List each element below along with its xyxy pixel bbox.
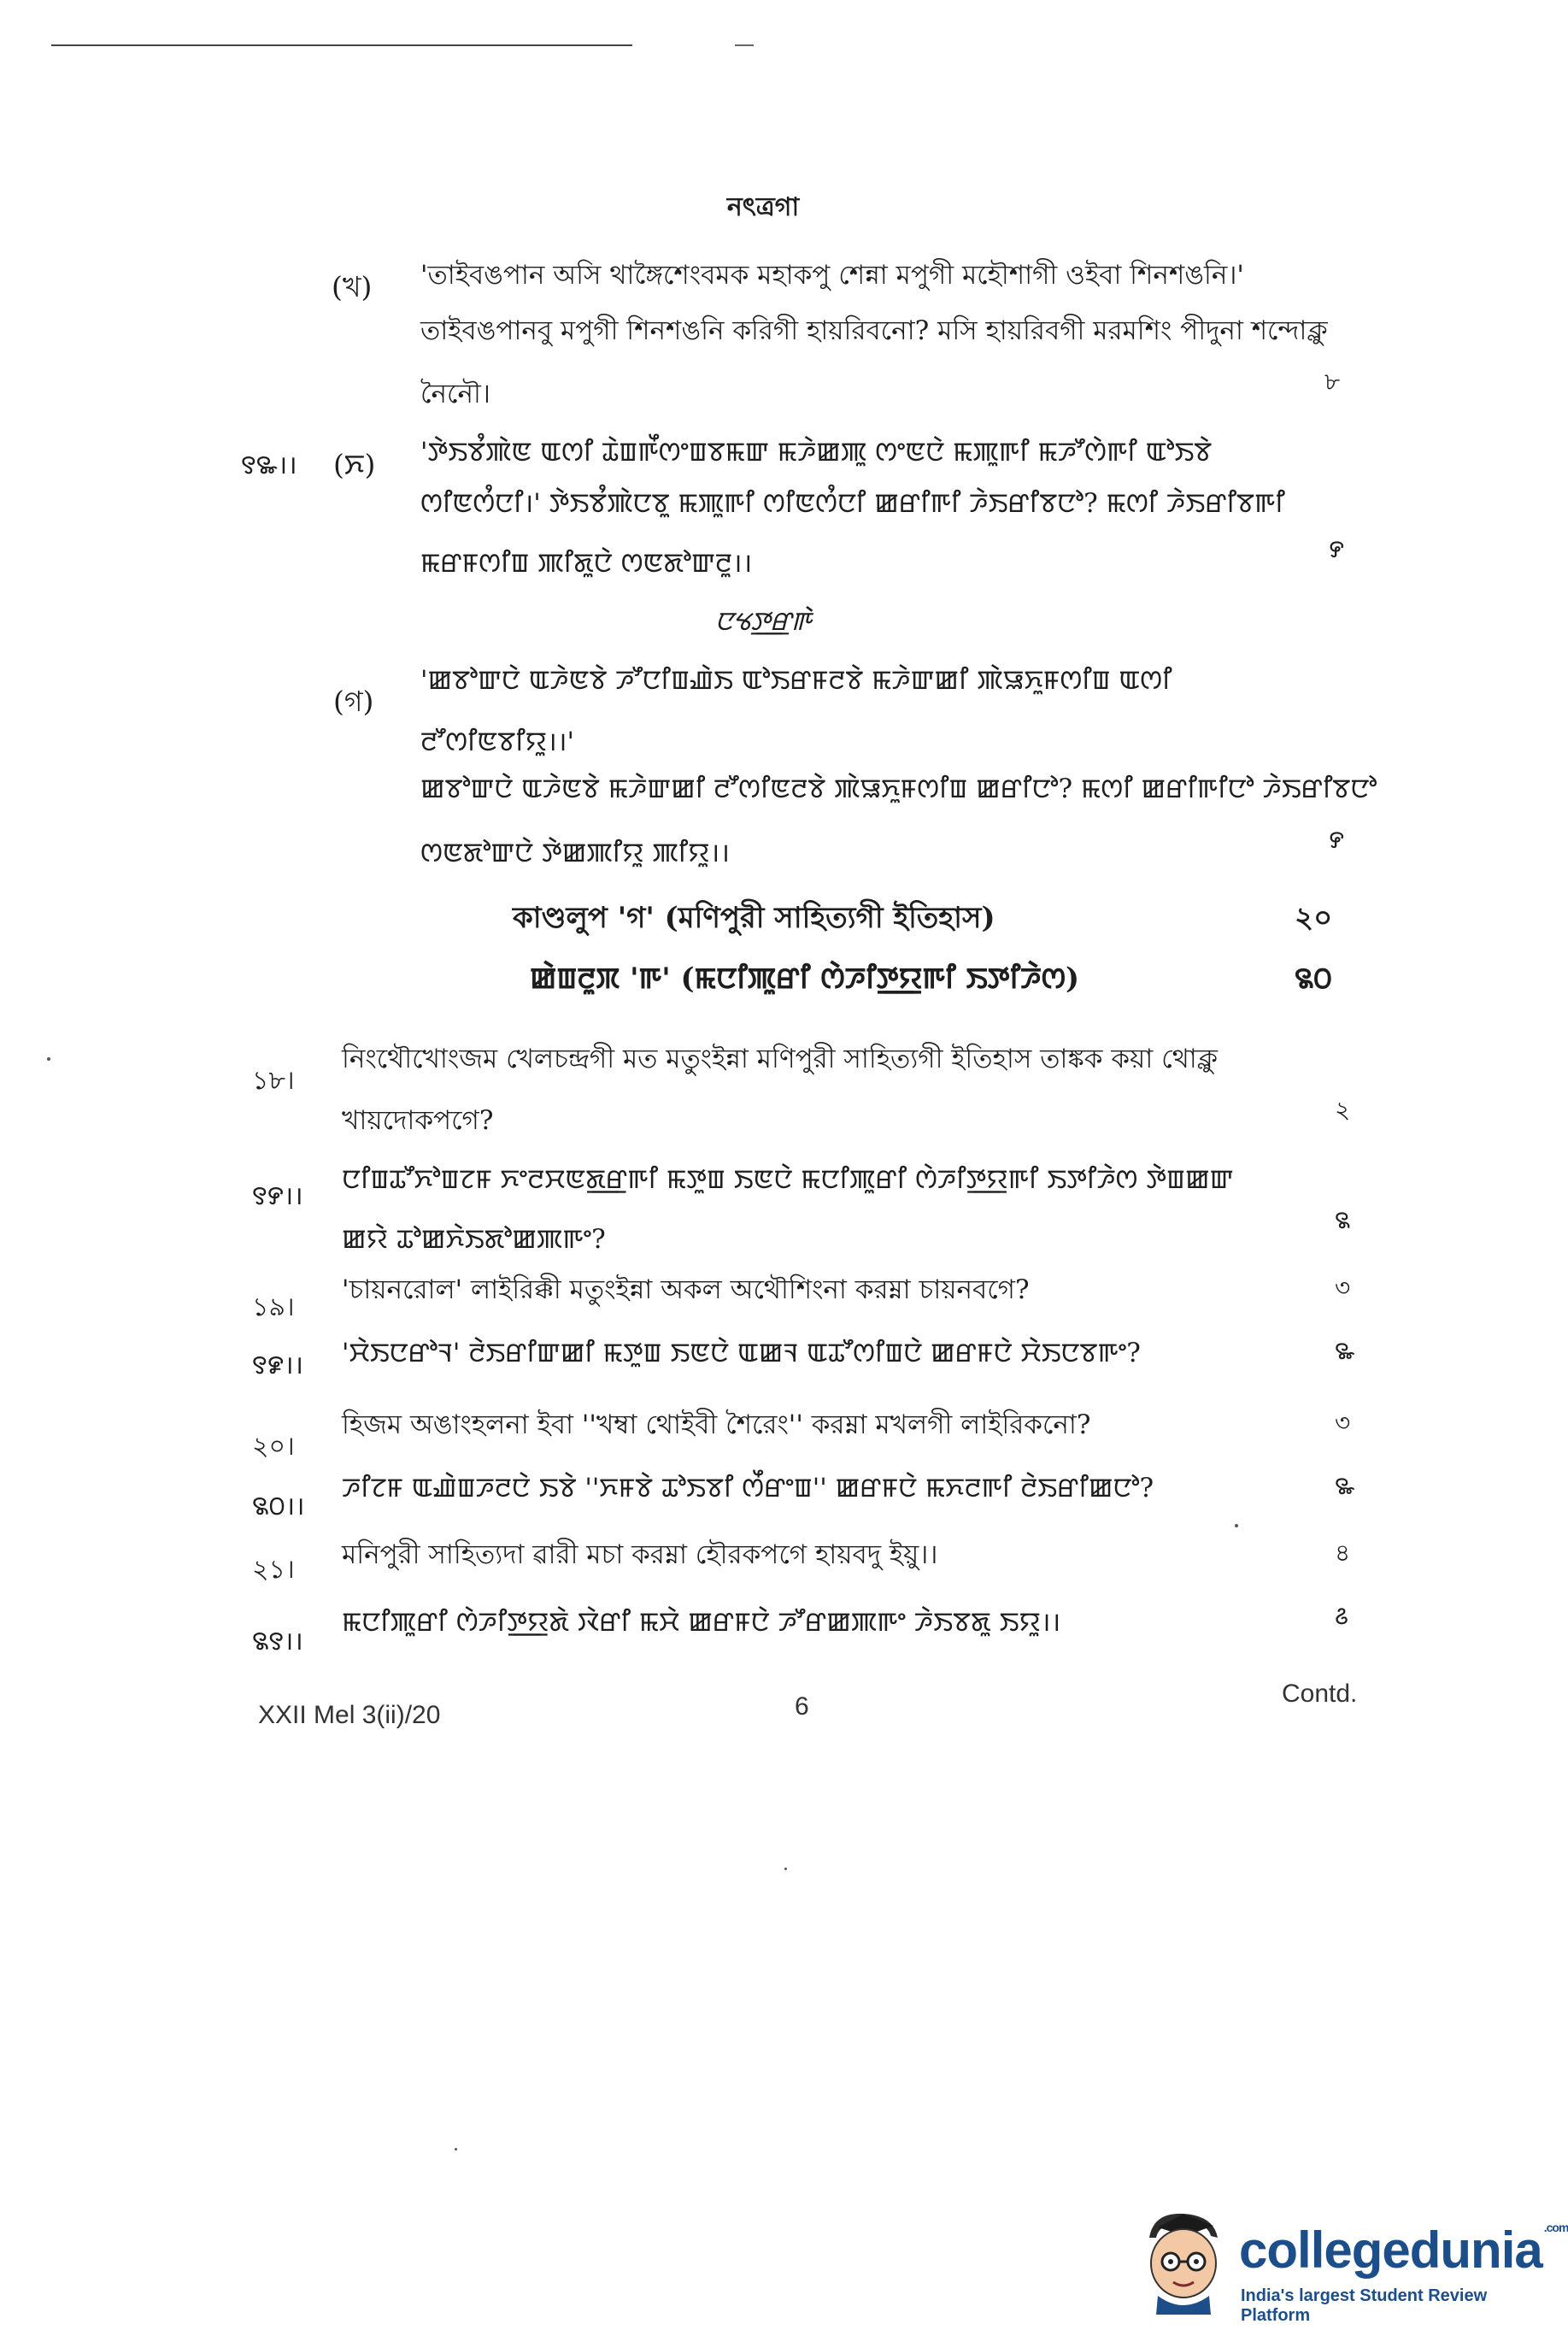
q18-line1: নিংথৌখোংজম খেলচন্দ্রগী মত মতুংইন্না মণিপুরী সাহিত্যগী ইতিহাস তাঙ্কক কয়া থোক্লু xyxy=(342,1044,1219,1074)
section-ga-title: কাণ্ডলুপ 'গ' (মণিপুরী সাহিত্যগী ইতিহাস) xyxy=(513,901,995,935)
q18-number: ১৮। xyxy=(252,1066,295,1096)
top-dash xyxy=(735,44,754,46)
top-rule xyxy=(51,44,632,46)
q21-line1: মনিপুরী সাহিত্যদা ৱারী মচা করম্না হৌরকপগে হায়বদু ইয়ু।। xyxy=(342,1539,938,1570)
q13-line3: ꯃꯔꯝꯁꯤꯡ ꯄꯤꯗꯨꯅꯥ ꯁꯟꯗꯣꯛꯂꯨ।। xyxy=(420,548,753,579)
q19-mm-line1: 'ꯆꯥꯏꯅꯔꯣꯜ' ꯂꯥꯏꯔꯤꯛꯀꯤ ꯃꯇꯨꯡ ꯏꯟꯅꯥ ꯑꯀꯜ ꯑꯊꯧꯁꯤꯡꯅꯥ ꯀꯔꯝꯅꯥ ꯆꯥꯏꯅꯕꯒꯦ? xyxy=(342,1338,1141,1368)
q13-label: (ꯈ) xyxy=(333,448,376,481)
q-kha-line2: তাইবঙপানবু মপুগী শিনশঙনি করিগী হায়রিবনো? মসি হায়রিবগী মরমশিং পীদুনা শন্দোক্লু xyxy=(420,315,1328,346)
q19-mm-marks: ꯳ xyxy=(1335,1337,1355,1365)
q21-number: ২১। xyxy=(252,1555,295,1585)
q13-number: ꯱꯳।। xyxy=(241,450,297,480)
mascot-icon xyxy=(1132,2203,1235,2315)
heading-bengali: নৎত্রগা xyxy=(726,192,800,222)
q-kha-marks: ৮ xyxy=(1324,368,1341,396)
q13-marks: ꯸ xyxy=(1329,535,1344,563)
q20-mm-marks: ꯳ xyxy=(1335,1472,1355,1500)
q18-mm-line2: ꯀꯌꯥ ꯊꯣꯀꯈꯥꯏꯗꯣꯀꯄꯒꯦ? xyxy=(342,1224,606,1255)
q-ga-label: (গ) xyxy=(333,685,374,718)
brand-name: collegedunia $^{.com}$ xyxy=(1239,2221,1568,2279)
q21-marks: ৪ xyxy=(1335,1539,1351,1567)
q18-marks: ২ xyxy=(1335,1096,1351,1124)
q-ga-line1: 'ꯀꯕꯣꯛꯅꯥ ꯑꯍꯥꯟꯕꯥ ꯍꯧꯅꯤꯡꯉꯥꯏ ꯑꯣꯏꯔꯝꯂꯕꯥ ꯃꯍꯥꯛꯀꯤ ꯄꯥꯎꯈꯨꯝꯁꯤꯡ ꯑꯁꯤ xyxy=(420,665,1172,696)
q-kha-label: (খ) xyxy=(332,270,373,303)
q21-mm-line1: ꯃꯅꯤꯄꯨꯔꯤ ꯁꯥꯍꯤꯇ꯭ꯌꯗꯥ ꯋꯥꯔꯤ ꯃꯆꯥ ꯀꯔꯝꯅꯥ ꯍꯧꯔꯀꯄꯒꯦ ꯍꯥꯏꯕꯗꯨ ꯏꯌꯨ।। xyxy=(342,1607,1061,1638)
q-kha-line1: 'তাইবঙপান অসি থাঙ্গৈশেংবমক মহাকপু শেন্না মপুগী মহৌশাগী ওইবা শিনশঙনি।' xyxy=(420,260,1244,291)
q-kha-line3: নৈনৌ। xyxy=(420,379,490,409)
section-ga-marks-meitei: ꯲꯰ xyxy=(1295,962,1332,996)
q-ga-line3: ꯀꯕꯣꯛꯅꯥ ꯑꯍꯥꯟꯕꯥ ꯃꯍꯥꯛꯀꯤ ꯂꯧꯁꯤꯟꯂꯕꯥ ꯄꯥꯎꯈꯨꯝꯁꯤꯡ ꯀꯔꯤꯅꯣ? ꯃꯁꯤ ꯀꯔꯤꯒꯤꯅꯣ ꯍꯥꯏꯔꯤꯕꯅꯣ xyxy=(420,774,1377,804)
q-ga-line2: ꯂꯧꯁꯤꯟꯕꯤꯌꯨ।।' xyxy=(420,727,574,757)
q13-line1: 'ꯇꯥꯏꯕꯪꯄꯥꯟ ꯑꯁꯤ ꯊꯥꯡꯒꯩꯁꯦꯡꯕꯃꯛ ꯃꯍꯥꯀꯄꯨ ꯁꯦꯟꯅꯥ ꯃꯄꯨꯒꯤ ꯃꯍꯧꯁꯥꯒꯤ ꯑꯣꯏꯕꯥ xyxy=(420,437,1213,468)
heading-meitei: ꯅꯠꯇ꯭ꯔꯒꯥ xyxy=(714,607,812,637)
q20-mm-line1: ꯍꯤꯖꯝ ꯑꯉꯥꯡꯍꯂꯅꯥ ꯏꯕꯥ ''ꯈꯝꯕꯥ ꯊꯣꯏꯕꯤ ꯁꯩꯔꯦꯡ'' ꯀꯔꯝꯅꯥ ꯃꯈꯂꯒꯤ ꯂꯥꯏꯔꯤꯀꯅꯣ? xyxy=(342,1473,1154,1503)
section-ga-title-meitei: ꯀꯥꯡꯂꯨꯞ 'ꯒ' (ꯃꯅꯤꯄꯨꯔꯤ ꯁꯥꯍꯤꯇ꯭ꯌꯒꯤ ꯏꯇꯤꯍꯥꯁ) xyxy=(530,962,1080,996)
footer-contd: Contd. xyxy=(1282,1680,1358,1708)
q13-line2: ꯁꯤꯟꯁꯪꯅꯤ।' ꯇꯥꯏꯕꯪꯄꯥꯅꯕꯨ ꯃꯄꯨꯒꯤ ꯁꯤꯟꯁꯪꯅꯤ ꯀꯔꯤꯒꯤ ꯍꯥꯏꯔꯤꯕꯅꯣ? ꯃꯁꯤ ꯍꯥꯏꯔꯤꯕꯒꯤ xyxy=(420,488,1285,519)
q19-marks: ৩ xyxy=(1335,1274,1351,1302)
q21-mm-marks: ꯴ xyxy=(1335,1602,1348,1630)
speck xyxy=(1235,1524,1238,1527)
q19-mm-number: ꯱꯹।। xyxy=(252,1350,303,1380)
q21-mm-number: ꯲꯱।। xyxy=(252,1627,303,1656)
q18-mm-number: ꯱꯸।। xyxy=(252,1181,303,1211)
q-ga-marks: ꯸ xyxy=(1329,826,1344,854)
footer-code: XXII Mel 3(ii)/20 xyxy=(258,1701,441,1729)
speck xyxy=(784,1868,787,1870)
q19-line1: 'চায়নরোল' লাইরিক্কী মতুংইন্না অকল অথৌশিংনা করম্না চায়নবগে? xyxy=(342,1274,1030,1305)
speck xyxy=(47,1057,50,1061)
q20-mm-number: ꯲꯰।। xyxy=(252,1492,305,1521)
section-ga-marks: ২০ xyxy=(1295,901,1333,935)
q18-mm-marks: ꯲ xyxy=(1335,1206,1351,1234)
q20-line1: হিজম অঙাংহলনা ইবা ''খম্বা থোইবী শৈরেং'' করম্না মখলগী লাইরিকনো? xyxy=(342,1409,1091,1440)
q-ga-line4: ꯁꯟꯗꯣꯛꯅꯥ ꯇꯥꯀꯄꯤꯌꯨ ꯄꯤꯌꯨ।। xyxy=(420,838,731,868)
q18-mm-line1: ꯅꯤꯡꯊꯧꯈꯣꯡꯖꯝ ꯈꯦꯂꯆꯟꯗ꯭ꯔꯒꯤ ꯃꯇꯨꯡ ꯏꯟꯅꯥ ꯃꯅꯤꯄꯨꯔꯤ ꯁꯥꯍꯤꯇ꯭ꯌꯒꯤ ꯏꯇꯤꯍꯥꯁ ꯇꯥꯡꯀꯛ xyxy=(342,1164,1234,1195)
q20-marks: ৩ xyxy=(1335,1409,1351,1437)
page-number: 6 xyxy=(795,1692,809,1721)
q20-number: ২০। xyxy=(252,1432,295,1462)
q19-number: ১৯। xyxy=(252,1292,295,1322)
speck xyxy=(455,2148,457,2151)
q18-line2: খায়দোকপগে? xyxy=(342,1105,494,1136)
brand-tagline: India's largest Student Review Platform xyxy=(1241,2286,1488,2325)
